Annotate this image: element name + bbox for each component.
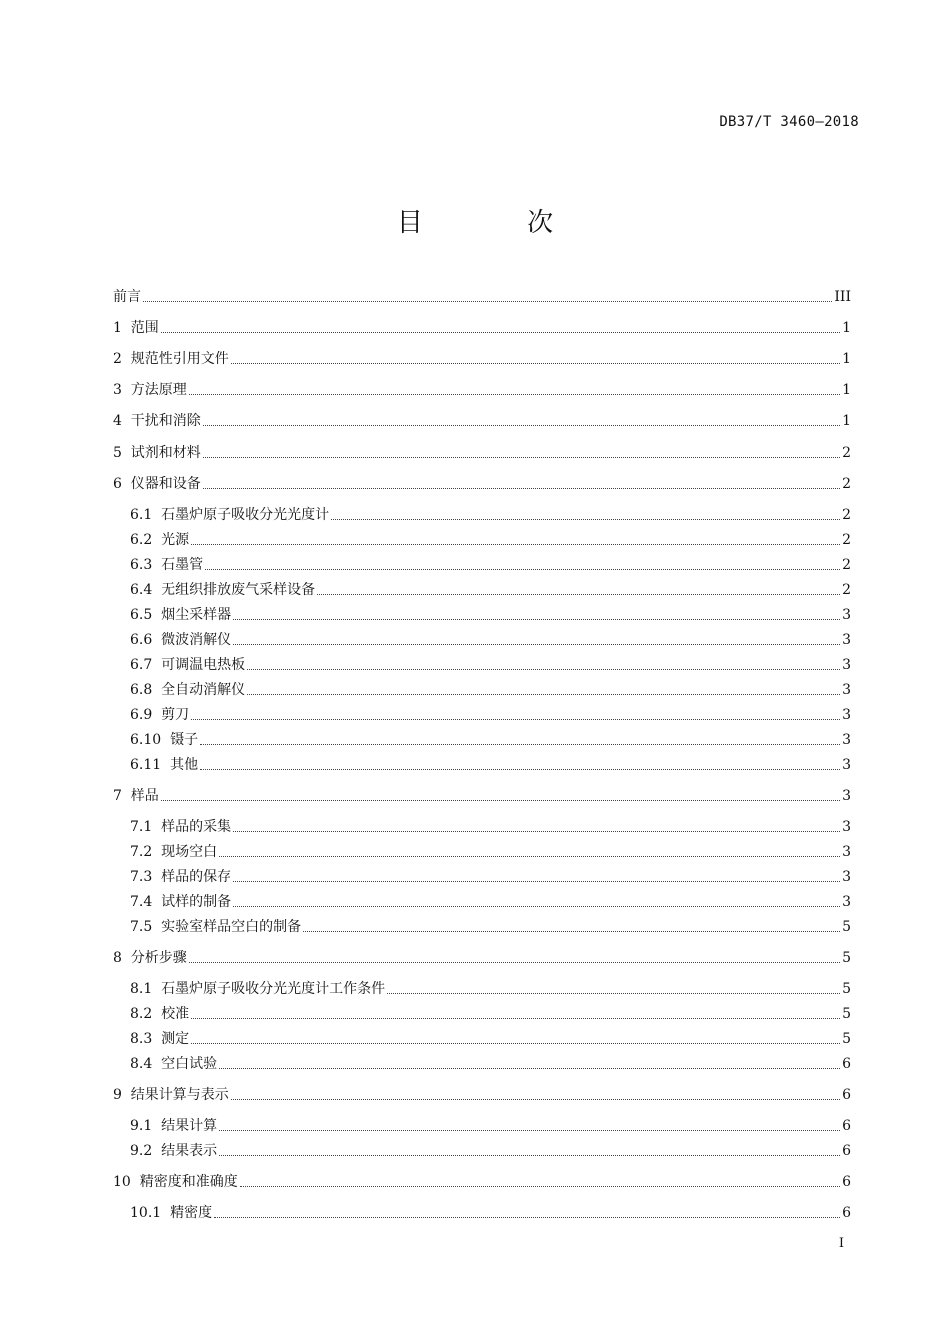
toc-entry-page: 6 [842,1056,851,1072]
toc-dot-leader [191,718,840,720]
toc-entry-page: 1 [842,351,851,367]
toc-entry-page: III [834,289,851,305]
toc-entry-page: 3 [842,894,851,910]
toc-entry-page: 6 [842,1174,851,1190]
toc-entry-page: 3 [842,632,851,648]
toc-entry-page: 3 [842,788,851,804]
page-number: I [838,1236,844,1251]
toc-dot-leader [205,568,840,570]
toc-entry [130,703,851,725]
toc-entry-label: 6.3 石墨管 [130,557,204,573]
toc-dot-leader [233,618,840,620]
toc-entry [130,753,851,775]
toc-entry-label: 8.1 石墨炉原子吸收分光光度计工作条件 [130,981,386,997]
toc-dot-leader [200,743,840,745]
toc-entry [130,1114,851,1136]
toc-dot-leader [231,1098,840,1100]
toc-entry [113,1170,851,1192]
toc-entry [113,1083,851,1105]
toc-entry-label: 10 精密度和准确度 [113,1174,238,1190]
toc-dot-leader [191,543,840,545]
toc-entry-label: 7.2 现场空白 [130,844,218,860]
toc-dot-leader [161,331,840,333]
toc-entry-page: 2 [842,557,851,573]
toc-entry-page: 2 [842,582,851,598]
toc-entry-label: 前言 [113,289,141,305]
toc-entry-page: 3 [842,819,851,835]
toc-entry [130,1027,851,1049]
toc-entry-page: 6 [842,1205,851,1221]
toc-entry-page: 5 [842,1031,851,1047]
toc-entry-page: 3 [842,707,851,723]
toc-entry [130,915,851,937]
toc-entry-page: 1 [842,413,851,429]
toc-entry-label: 6.8 全自动消解仪 [130,682,246,698]
toc-entry-label: 6.10 镊子 [130,732,199,748]
toc-dot-leader [331,518,840,520]
toc-dot-leader [191,1017,840,1019]
toc-dot-leader [219,1067,840,1069]
toc-dot-leader [317,593,840,595]
toc-entry [130,503,851,525]
toc-entry [113,946,851,968]
toc-entry [130,815,851,837]
toc-dot-leader [143,300,832,302]
toc-entry-page: 3 [842,607,851,623]
toc-entry-label: 8.3 测定 [130,1031,190,1047]
toc-entry [113,285,851,307]
toc-entry-label: 8.2 校准 [130,1006,190,1022]
toc-entry-page: 2 [842,507,851,523]
toc-entry [113,472,851,494]
toc-entry [113,316,851,338]
toc-entry [130,1201,851,1223]
toc-entry-label: 6.2 光源 [130,532,190,548]
toc-entry [113,347,851,369]
toc-entry-label: 6.1 石墨炉原子吸收分光光度计 [130,507,330,523]
toc-title: 目 次 [396,208,602,238]
toc-entry [130,840,851,862]
toc-entry-label: 2 规范性引用文件 [113,351,229,367]
toc-entry-label: 7 样品 [113,788,159,804]
toc-entry-page: 3 [842,757,851,773]
toc-entry-page: 3 [842,869,851,885]
toc-entry-page: 6 [842,1118,851,1134]
toc-entry-label: 9 结果计算与表示 [113,1087,229,1103]
toc-entry-label: 9.2 结果表示 [130,1143,218,1159]
toc-entry [130,1139,851,1161]
toc-dot-leader [247,668,840,670]
toc-entry-label: 9.1 结果计算 [130,1118,218,1134]
toc-entry [130,865,851,887]
toc-entry-label: 6.7 可调温电热板 [130,657,246,673]
toc-entry [130,553,851,575]
toc-entry [130,578,851,600]
toc-entry-label: 8.4 空白试验 [130,1056,218,1072]
toc-dot-leader [387,992,840,994]
toc-entry-page: 5 [842,919,851,935]
toc-entry-label: 1 范围 [113,320,159,336]
toc-entry [113,409,851,431]
toc-entry-page: 2 [842,445,851,461]
toc-entry [130,1002,851,1024]
toc-dot-leader [303,930,840,932]
toc-entry-label: 6.11 其他 [130,757,199,773]
toc-entry [130,628,851,650]
toc-dot-leader [191,1042,840,1044]
toc-dot-leader [233,830,840,832]
toc-entry-page: 3 [842,682,851,698]
toc-dot-leader [233,643,840,645]
toc-dot-leader [219,1129,840,1131]
toc-dot-leader [203,424,840,426]
toc-entry-label: 6.9 剪刀 [130,707,190,723]
toc-dot-leader [231,362,840,364]
toc-entry-label: 10.1 精密度 [130,1205,213,1221]
toc-entry [130,528,851,550]
toc-entry-page: 6 [842,1143,851,1159]
toc-entry-page: 6 [842,1087,851,1103]
toc-entry-label: 8 分析步骤 [113,950,187,966]
toc-entry-label: 3 方法原理 [113,382,187,398]
toc-entry [130,603,851,625]
toc-entry-label: 4 干扰和消除 [113,413,201,429]
toc-dot-leader [203,487,840,489]
toc-entry-label: 6.6 微波消解仪 [130,632,232,648]
toc-entry-page: 2 [842,476,851,492]
toc-dot-leader [233,905,840,907]
toc-dot-leader [203,456,840,458]
toc-entry-page: 2 [842,532,851,548]
toc-entry [130,890,851,912]
toc-dot-leader [189,961,840,963]
toc-entry [130,678,851,700]
toc-dot-leader [219,1154,840,1156]
toc-dot-leader [240,1185,840,1187]
toc-entry [113,378,851,400]
toc-dot-leader [219,855,840,857]
toc-entry-page: 1 [842,382,851,398]
toc-entry-page: 3 [842,657,851,673]
toc-entry-label: 7.3 样品的保存 [130,869,232,885]
toc-dot-leader [161,799,840,801]
document-code: DB37/T 3460—2018 [719,114,859,130]
toc-entry [130,728,851,750]
toc-dot-leader [233,880,840,882]
toc-entry-page: 5 [842,981,851,997]
toc-entry [113,441,851,463]
toc-entry-page: 3 [842,844,851,860]
toc-entry-label: 6 仪器和设备 [113,476,201,492]
toc-entry [130,977,851,999]
toc-entry [130,653,851,675]
toc-entry-page: 5 [842,1006,851,1022]
toc-dot-leader [189,393,840,395]
toc-entry [130,1052,851,1074]
toc-entry-label: 7.4 试样的制备 [130,894,232,910]
toc-entry-label: 7.5 实验室样品空白的制备 [130,919,302,935]
toc-entry-label: 6.5 烟尘采样器 [130,607,232,623]
toc-entry-label: 7.1 样品的采集 [130,819,232,835]
toc-entry-page: 5 [842,950,851,966]
toc-entry-label: 5 试剂和材料 [113,445,201,461]
toc-entry [113,784,851,806]
toc-dot-leader [214,1216,840,1218]
toc-dot-leader [200,768,840,770]
toc-entry-label: 6.4 无组织排放废气采样设备 [130,582,316,598]
toc-entry-page: 3 [842,732,851,748]
toc-entry-page: 1 [842,320,851,336]
toc-dot-leader [247,693,840,695]
